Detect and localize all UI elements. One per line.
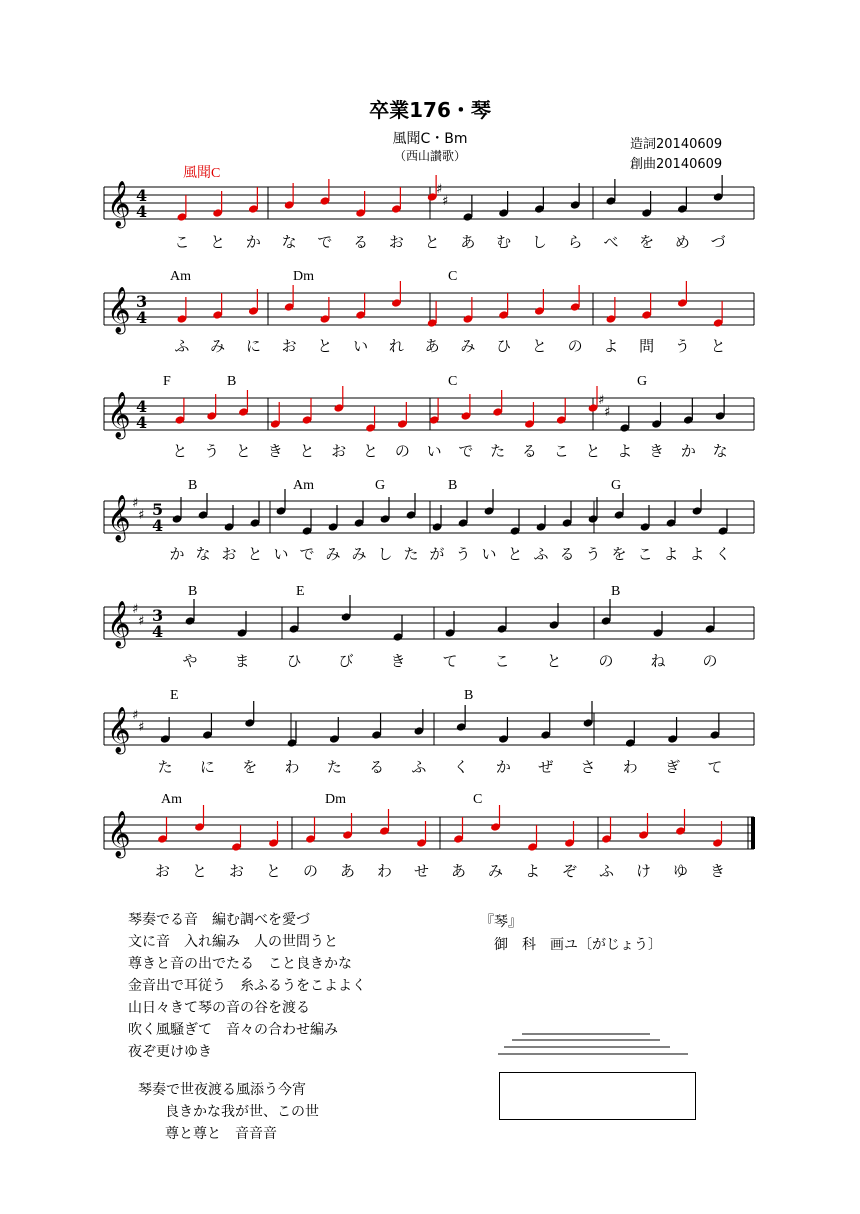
chord-symbol: C bbox=[448, 374, 458, 389]
chord-symbol: C bbox=[473, 792, 483, 807]
tanka-line: 良きかな我が世、この世 bbox=[165, 1104, 319, 1120]
lyric-syllable: に bbox=[245, 337, 261, 355]
lyric-syllable: ぎ bbox=[665, 758, 681, 776]
lyric-syllable: き bbox=[709, 862, 726, 880]
lyric-syllable: み bbox=[487, 862, 504, 880]
lyric-syllable: わ bbox=[622, 758, 638, 776]
verse-line: 山日々きて琴の音の谷を渡る bbox=[128, 1000, 310, 1016]
lyric-syllable: わ bbox=[284, 758, 300, 776]
lyric-syllable: お bbox=[221, 545, 237, 563]
lyric-syllable: か bbox=[245, 233, 261, 251]
lyric-syllable: ま bbox=[234, 652, 250, 670]
chord-symbol: B bbox=[448, 478, 458, 493]
lyric-syllable: と bbox=[424, 233, 440, 251]
treble-clef: 𝄞 bbox=[107, 601, 131, 647]
chord-symbol: 風聞C bbox=[183, 166, 221, 181]
time-signature-bottom: 4 bbox=[152, 516, 164, 535]
side-note-label: 『琴』 bbox=[480, 914, 522, 930]
lyric-syllable: む bbox=[496, 233, 512, 251]
lyric-syllable: る bbox=[559, 545, 575, 563]
lyric-syllable: に bbox=[199, 758, 215, 776]
lyric-syllable: と bbox=[710, 337, 726, 355]
treble-clef: 𝄞 bbox=[107, 392, 131, 438]
lyric-syllable: か bbox=[680, 442, 696, 460]
lyric-syllable: く bbox=[715, 545, 731, 563]
treble-clef: 𝄞 bbox=[107, 495, 131, 541]
lyric-syllable: と bbox=[546, 652, 562, 670]
lyric-syllable: き bbox=[649, 442, 665, 460]
lyric-syllable: と bbox=[172, 442, 188, 460]
verse-line: 文に音 入れ編み 人の世問うと bbox=[128, 934, 338, 950]
treble-clef: 𝄞 bbox=[107, 811, 131, 857]
lyric-syllable: ふ bbox=[174, 337, 190, 355]
seal-lines bbox=[498, 1030, 693, 1060]
lyric-syllable: い bbox=[426, 442, 442, 460]
chord-symbol: G bbox=[637, 374, 648, 389]
lyric-syllable: び bbox=[338, 652, 354, 670]
lyric-syllable: を bbox=[242, 758, 258, 776]
lyric-syllable: う bbox=[585, 545, 601, 563]
lyric-syllable: よ bbox=[663, 545, 679, 563]
time-signature-bottom: 4 bbox=[136, 308, 148, 327]
final-barline bbox=[751, 817, 755, 849]
sharp-sign: ♯ bbox=[132, 708, 139, 723]
lyric-syllable: な bbox=[712, 442, 728, 460]
chord-symbol: F bbox=[163, 374, 171, 389]
chord-symbol: Dm bbox=[325, 792, 346, 807]
time-signature-top: 4 bbox=[136, 397, 148, 416]
lyric-syllable: せ bbox=[413, 862, 430, 880]
sharp-sign: ♯ bbox=[598, 393, 605, 408]
time-signature-bottom: 4 bbox=[152, 622, 164, 641]
lyric-syllable: ね bbox=[650, 652, 666, 670]
lyric-syllable: と bbox=[507, 545, 523, 563]
lyric-syllable: を bbox=[639, 233, 655, 251]
chord-symbol: B bbox=[188, 478, 198, 493]
lyric-syllable: わ bbox=[376, 862, 393, 880]
lyric-syllable: の bbox=[394, 442, 410, 460]
lyric-syllable: し bbox=[377, 545, 393, 563]
lyric-syllable: で bbox=[458, 442, 474, 460]
lyric-syllable: た bbox=[157, 758, 173, 776]
lyric-syllable: と bbox=[191, 862, 208, 880]
lyric-syllable: と bbox=[531, 337, 547, 355]
lyric-syllable: あ bbox=[460, 233, 476, 251]
lyric-syllable: か bbox=[169, 545, 185, 563]
chord-symbol: B bbox=[611, 584, 621, 599]
key-line: 風聞C・Bm bbox=[392, 131, 468, 147]
lyric-syllable: ぜ bbox=[538, 758, 554, 776]
lyric-syllable: て bbox=[442, 652, 458, 670]
lyric-syllable: ゆ bbox=[672, 862, 689, 880]
chord-symbol: G bbox=[375, 478, 386, 493]
lyric-syllable: る bbox=[369, 758, 385, 776]
lyric-syllable: く bbox=[453, 758, 469, 776]
lyric-syllable: み bbox=[325, 545, 341, 563]
tanka-line: 尊と尊と 音音音 bbox=[165, 1126, 277, 1142]
lyric-syllable: い bbox=[481, 545, 497, 563]
lyric-syllable: よ bbox=[603, 337, 619, 355]
lyric-syllable: た bbox=[326, 758, 342, 776]
lyric-syllable: づ bbox=[710, 233, 726, 251]
time-signature-top: 3 bbox=[152, 606, 164, 625]
lyricist-date: 造詞20140609 bbox=[630, 137, 723, 152]
lyric-syllable: と bbox=[585, 442, 601, 460]
lyric-syllable: う bbox=[674, 337, 690, 355]
chord-symbol: B bbox=[188, 584, 198, 599]
verse-line: 夜ぞ更けゆき bbox=[128, 1044, 212, 1060]
lyric-syllable: こ bbox=[553, 442, 569, 460]
lyric-syllable: と bbox=[235, 442, 251, 460]
sharp-sign: ♯ bbox=[138, 508, 145, 523]
time-signature-top: 5 bbox=[152, 500, 164, 519]
lyric-syllable: き bbox=[267, 442, 283, 460]
treble-clef: 𝄞 bbox=[107, 181, 131, 227]
lyric-syllable: ひ bbox=[496, 337, 512, 355]
lyric-syllable: う bbox=[204, 442, 220, 460]
stamp-box bbox=[499, 1072, 696, 1120]
treble-clef: 𝄞 bbox=[107, 287, 131, 333]
lyric-syllable: こ bbox=[174, 233, 190, 251]
lyric-syllable: み bbox=[460, 337, 476, 355]
lyric-syllable: み bbox=[351, 545, 367, 563]
lyric-syllable: が bbox=[429, 545, 445, 563]
lyric-syllable: の bbox=[567, 337, 583, 355]
time-signature-bottom: 4 bbox=[136, 202, 148, 221]
verse-line: 吹く風騒ぎて 音々の合わせ編み bbox=[128, 1022, 338, 1038]
lyric-syllable: で bbox=[299, 545, 315, 563]
lyric-syllable: か bbox=[495, 758, 511, 776]
sharp-sign: ♯ bbox=[132, 602, 139, 617]
lyric-syllable: ら bbox=[567, 233, 583, 251]
lyric-syllable: い bbox=[273, 545, 289, 563]
sharp-sign: ♯ bbox=[138, 720, 145, 735]
sharp-sign: ♯ bbox=[138, 614, 145, 629]
lyric-syllable: と bbox=[299, 442, 315, 460]
chord-symbol: Am bbox=[161, 792, 182, 807]
lyric-syllable: ぞ bbox=[561, 862, 578, 880]
lyric-syllable: を bbox=[611, 545, 627, 563]
lyric-syllable: れ bbox=[388, 337, 404, 355]
lyric-syllable: 問 bbox=[639, 337, 655, 355]
lyric-syllable: お bbox=[281, 337, 297, 355]
treble-clef: 𝄞 bbox=[107, 707, 131, 753]
lyric-syllable: よ bbox=[689, 545, 705, 563]
chord-symbol: G bbox=[611, 478, 622, 493]
lyric-syllable: め bbox=[674, 233, 690, 251]
lyric-syllable: べ bbox=[603, 233, 619, 251]
lyric-syllable: あ bbox=[424, 337, 440, 355]
lyric-syllable: と bbox=[317, 337, 333, 355]
attribution: （西山讃歌） bbox=[393, 149, 466, 163]
lyric-syllable: い bbox=[353, 337, 369, 355]
lyric-syllable: と bbox=[265, 862, 282, 880]
chord-symbol: B bbox=[227, 374, 237, 389]
lyric-syllable: け bbox=[635, 862, 652, 880]
lyric-syllable: る bbox=[521, 442, 537, 460]
composer-date: 創曲20140609 bbox=[630, 157, 723, 172]
time-signature-top: 4 bbox=[136, 186, 148, 205]
lyric-syllable: の bbox=[702, 652, 718, 670]
lyric-syllable: ふ bbox=[411, 758, 427, 776]
verse-line: 尊きと音の出でたる こと良きかな bbox=[128, 956, 352, 972]
lyric-syllable: お bbox=[154, 862, 171, 880]
lyric-syllable: た bbox=[403, 545, 419, 563]
lyric-syllable: の bbox=[302, 862, 319, 880]
chord-symbol: E bbox=[170, 688, 179, 703]
tanka-line: 琴奏で世夜渡る風添う今宵 bbox=[138, 1082, 306, 1098]
lyric-syllable: の bbox=[598, 652, 614, 670]
lyric-syllable: と bbox=[247, 545, 263, 563]
side-note-credit: 御 科 画ユ〔がじょう〕 bbox=[494, 937, 662, 953]
lyric-syllable: ひ bbox=[286, 652, 302, 670]
lyric-syllable: お bbox=[228, 862, 245, 880]
lyric-syllable: よ bbox=[524, 862, 541, 880]
chord-symbol: C bbox=[448, 269, 458, 284]
lyric-syllable: や bbox=[182, 652, 198, 670]
chord-symbol: E bbox=[296, 584, 305, 599]
lyric-syllable: ふ bbox=[598, 862, 615, 880]
time-signature-bottom: 4 bbox=[136, 413, 148, 432]
sharp-sign: ♯ bbox=[604, 405, 611, 420]
sharp-sign: ♯ bbox=[132, 496, 139, 511]
lyric-syllable: と bbox=[210, 233, 226, 251]
lyric-syllable: お bbox=[388, 233, 404, 251]
lyric-syllable: き bbox=[390, 652, 406, 670]
lyric-syllable: で bbox=[317, 233, 333, 251]
lyric-syllable: こ bbox=[637, 545, 653, 563]
lyric-syllable: た bbox=[490, 442, 506, 460]
lyric-syllable: う bbox=[455, 545, 471, 563]
lyric-syllable: ふ bbox=[533, 545, 549, 563]
lyric-syllable: み bbox=[210, 337, 226, 355]
chord-symbol: Am bbox=[170, 269, 191, 284]
page-title: 卒業176・琴 bbox=[369, 98, 491, 122]
lyric-syllable: な bbox=[195, 545, 211, 563]
lyric-syllable: て bbox=[707, 758, 723, 776]
lyric-syllable: な bbox=[281, 233, 297, 251]
chord-symbol: B bbox=[464, 688, 474, 703]
lyric-syllable: と bbox=[363, 442, 379, 460]
sharp-sign: ♯ bbox=[436, 182, 443, 197]
lyric-syllable: さ bbox=[580, 758, 596, 776]
chord-symbol: Am bbox=[293, 478, 314, 493]
lyric-syllable: る bbox=[353, 233, 369, 251]
chord-symbol: Dm bbox=[293, 269, 314, 284]
lyric-syllable: よ bbox=[617, 442, 633, 460]
sharp-sign: ♯ bbox=[442, 194, 449, 209]
lyric-syllable: あ bbox=[339, 862, 356, 880]
lyric-syllable: お bbox=[331, 442, 347, 460]
verse-line: 金音出で耳従う 糸ふるうをこよよく bbox=[128, 978, 366, 994]
lyric-syllable: こ bbox=[494, 652, 510, 670]
lyric-syllable: あ bbox=[450, 862, 467, 880]
verse-line: 琴奏でる音 編む調べを愛づ bbox=[128, 912, 310, 928]
lyric-syllable: し bbox=[531, 233, 547, 251]
time-signature-top: 3 bbox=[136, 292, 148, 311]
